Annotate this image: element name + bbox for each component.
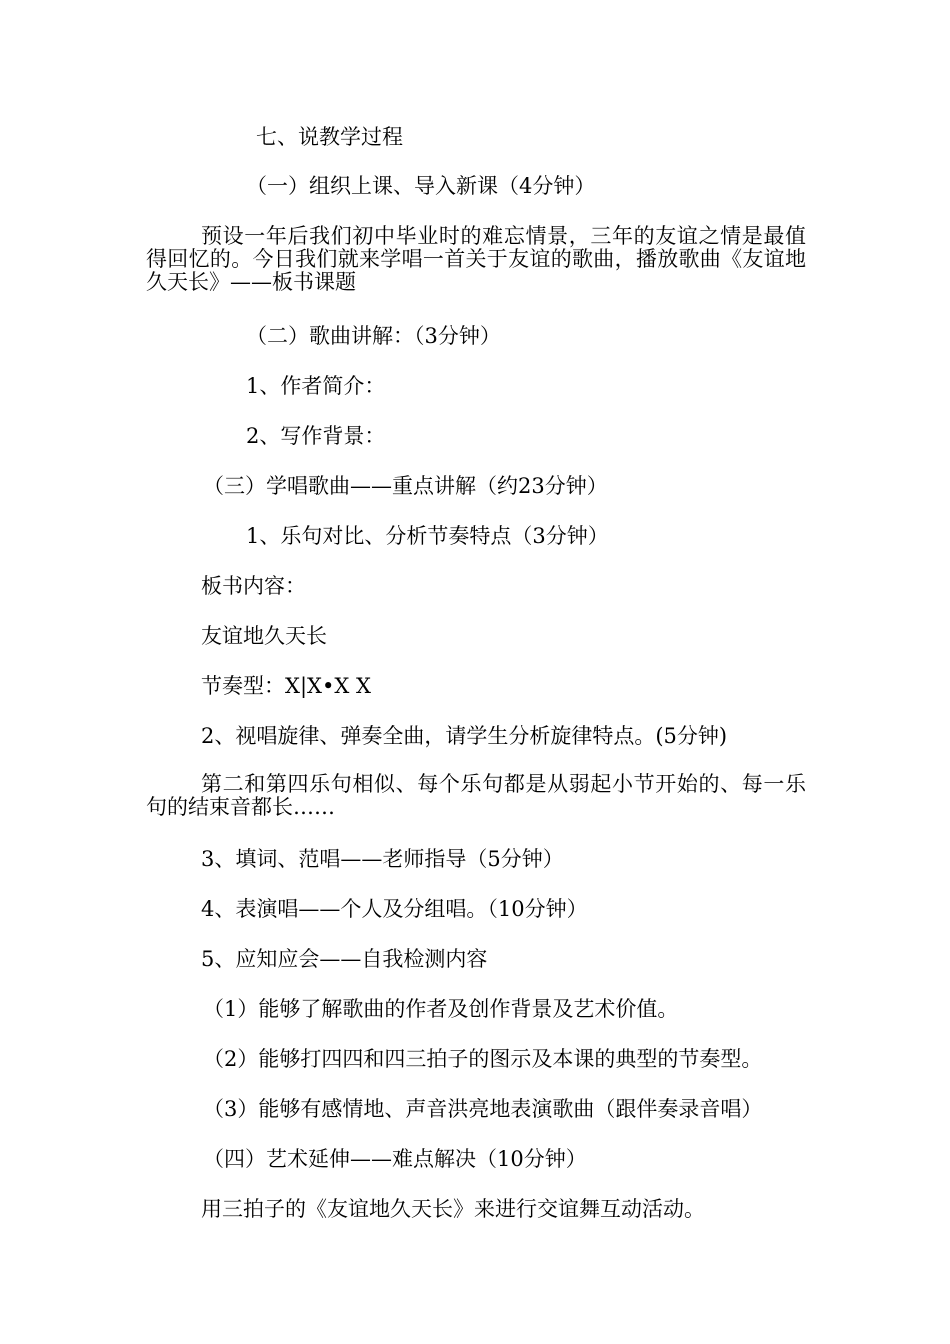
paragraph-phrase-analysis: 第二和第四乐句相似、每个乐句都是从弱起小节开始的、每一乐句的结束音都长…… [146, 772, 806, 819]
rhythm-pattern: 节奏型：X|X•X X [201, 674, 371, 698]
song-title: 友谊地久天长 [201, 624, 327, 648]
subsection-heading-2: （二）歌曲讲解：（3分钟） [246, 324, 501, 348]
paragraph-intro: 预设一年后我们初中毕业时的难忘情景，三年的友谊之情是最值得回忆的。今日我们就来学唱一首关于友谊的歌曲，播放歌曲《友谊地久天长》——板书课题 [146, 224, 806, 294]
activity-description: 用三拍子的《友谊地久天长》来进行交谊舞互动活动。 [201, 1197, 705, 1221]
item-performance-singing: 4、表演唱——个人及分组唱。（10分钟） [201, 897, 588, 921]
subsection-heading-4: （四）艺术延伸——难点解决（10分钟） [203, 1147, 587, 1171]
subsection-heading-3: （三）学唱歌曲——重点讲解（约23分钟） [203, 474, 608, 498]
board-content-label: 板书内容： [201, 574, 306, 598]
item-phrase-comparison: 1、乐句对比、分析节奏特点（3分钟） [246, 524, 609, 548]
item-author-intro: 1、作者简介： [246, 374, 386, 398]
subsection-heading-1: （一）组织上课、导入新课（4分钟） [246, 174, 596, 198]
item-writing-background: 2、写作背景： [246, 424, 386, 448]
goal-2: （2）能够打四四和四三拍子的图示及本课的典型的节奏型。 [203, 1047, 763, 1071]
section-heading-teaching-process: 七、说教学过程 [256, 125, 403, 149]
goal-1: （1）能够了解歌曲的作者及创作背景及艺术价值。 [203, 997, 679, 1021]
item-self-check: 5、应知应会——自我检测内容 [201, 947, 488, 971]
goal-3: （3）能够有感情地、声音洪亮地表演歌曲（跟伴奏录音唱） [203, 1097, 763, 1121]
item-lyrics-demo: 3、填词、范唱——老师指导（5分钟） [201, 847, 564, 871]
item-sight-singing: 2、视唱旋律、弹奏全曲，请学生分析旋律特点。(5分钟) [201, 724, 728, 748]
